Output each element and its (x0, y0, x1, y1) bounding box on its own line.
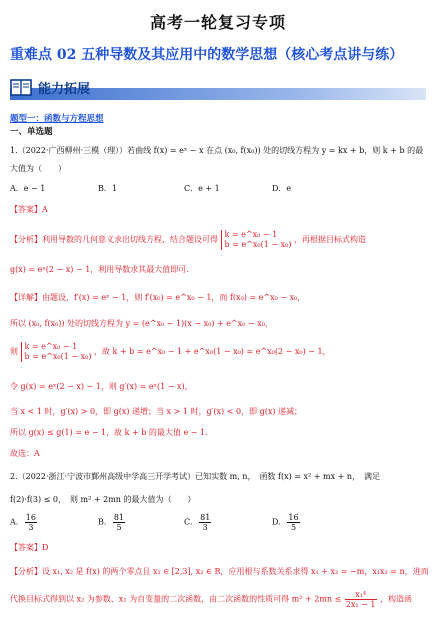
q2-option-d-letter: D． (272, 517, 287, 527)
q1-detail-line4: 令 g(x) = eˣ(2 − x) − 1，则 g′(x) = eˣ(1 − x)， (10, 382, 193, 391)
q2-option-b-num: 81 (113, 513, 125, 522)
q1-option-c: C．e + 1 (184, 184, 220, 193)
q1-answer: 【答案】A (10, 205, 48, 214)
q2-option-c-frac (199, 513, 211, 532)
section-heading: 一、单选题 (10, 127, 53, 137)
q2-option-a-den: 3 (28, 523, 34, 532)
q2-analysis-frac-den: 2x₁ − 1 (345, 600, 376, 609)
q2-answer: 【答案】D (10, 543, 49, 552)
q1-analysis-eq1: k = e^x₀ − 1 (224, 230, 278, 239)
q2-option-d (272, 513, 301, 532)
q1-detail-system (21, 342, 92, 362)
q1-detail-line5: 当 x < 1 时，g′(x) > 0，即 g(x) 递增；当 x > 1 时，g′(x) < 0，即 g(x) 递减； (10, 407, 303, 416)
q2-analysis-line1: 【分析】设 x₁, x₂ 是 f(x) 的两个零点且 x₁ ∈ [2,3], x₂ ∈ R，应用根与系数关系求得 x₁ + x₂ = −m，x₁x₂ = n，进而 (10, 567, 429, 576)
lesson-subtitle: 重难点 02 五种导数及其应用中的数学思想（核心考点讲与练） (10, 47, 404, 63)
q2-option-b (98, 513, 126, 532)
page-title: 高考一轮复习专项 (149, 13, 286, 32)
q2-analysis-text-b: 代换目标式得到以 x₂ 为参数、x₁ 为自变量的二次函数，由二次函数的性质可得 m² + 2mn ≤ (10, 594, 342, 604)
q1-detail-eq2: b = e^x₀(1 − x₀) (24, 352, 92, 361)
q1-analysis-text-b: ，再根据目标式构造 (294, 235, 366, 244)
q2-option-d-num: 16 (288, 513, 299, 522)
q2-option-d-den: 5 (290, 523, 297, 532)
q2-option-c-den: 3 (202, 523, 208, 532)
topic-heading: 题型一：函数与方程思想 (10, 114, 104, 124)
q1-analysis-system (221, 230, 292, 250)
q2-stem-line2: f(2)·f(3) ≤ 0， 则 m² + 2mn 的最大值为（ ） (10, 495, 196, 504)
q1-option-a: A．e − 1 (10, 184, 46, 193)
book-icon (10, 76, 32, 98)
q2-analysis-text-c: ，构造函 (380, 594, 413, 604)
q2-analysis-frac-num: x₁⁴ (345, 590, 377, 600)
q1-stem-line2: 大值为（ ） (10, 164, 66, 173)
q2-option-c (184, 513, 212, 532)
q1-detail-eq1: k = e^x₀ − 1 (24, 342, 78, 351)
q1-detail-line3 (10, 342, 331, 362)
q2-option-c-num: 81 (200, 513, 211, 522)
q1-analysis-eq2: b = e^x₀(1 − x₀) (224, 240, 292, 249)
q2-analysis-frac (345, 590, 377, 609)
q2-option-b-letter: B． (98, 517, 112, 527)
q1-option-d: D．e (272, 184, 292, 193)
q1-detail-line2: 所以 (x₀, f(x₀)) 处的切线方程为 y = (e^x₀ − 1)(x − x₀) + e^x₀ − x₀， (10, 319, 273, 328)
q1-analysis-text-a: 【分析】利用导数的几何意义求出切线方程，结合题设可得 (10, 235, 218, 244)
q1-detail-line1: 【详解】由题设，f′(x) = eˣ − 1，则 f′(x₀) = e^x₀ − 1，而 f(x₀) = e^x₀ − x₀， (10, 293, 306, 302)
q2-option-b-den: 5 (116, 523, 122, 532)
q1-detail-sum: ，故 k + b = e^x₀ − 1 + e^x₀(1 − x₀) = e^x₀(2 − x₀) − 1， (94, 347, 331, 356)
q2-option-a-frac (25, 513, 37, 532)
q2-option-a-letter: A． (10, 517, 24, 527)
q2-option-c-letter: C． (184, 517, 199, 527)
q2-option-a-num: 16 (25, 513, 36, 522)
section-banner (10, 76, 426, 102)
q2-stem-line1: 2.（2022·浙江·宁波市鄞州高级中学高三开学考试）已知实数 m, n， 函数 f(x) = x² + mx + n， 满足 (10, 472, 381, 481)
q2-analysis-line2 (10, 590, 412, 609)
q2-option-a (10, 513, 38, 532)
q2-option-b-frac (113, 513, 125, 532)
q1-option-b: B．1 (98, 184, 117, 193)
q1-detail-then: 则 (10, 347, 18, 356)
q2-option-d-frac (287, 513, 299, 532)
q1-final: 故选：A (10, 449, 40, 458)
q1-analysis-line2: g(x) = eˣ(2 − x) − 1，利用导数求其最大值即可. (10, 265, 189, 274)
q1-analysis-line1 (10, 230, 366, 250)
q1-stem-line1: 1.（2022·广西柳州·三模（理））若曲线 f(x) = eˣ − x 在点 (x₀, f(x₀)) 处的切线方程为 y = kx + b，则 k + b 的最 (10, 146, 424, 155)
q1-detail-line6: 所以 g(x) ≤ g(1) = e − 1，故 k + b 的最大值 e − 1. (10, 428, 208, 437)
banner-label: 能力拓展 (38, 82, 91, 97)
